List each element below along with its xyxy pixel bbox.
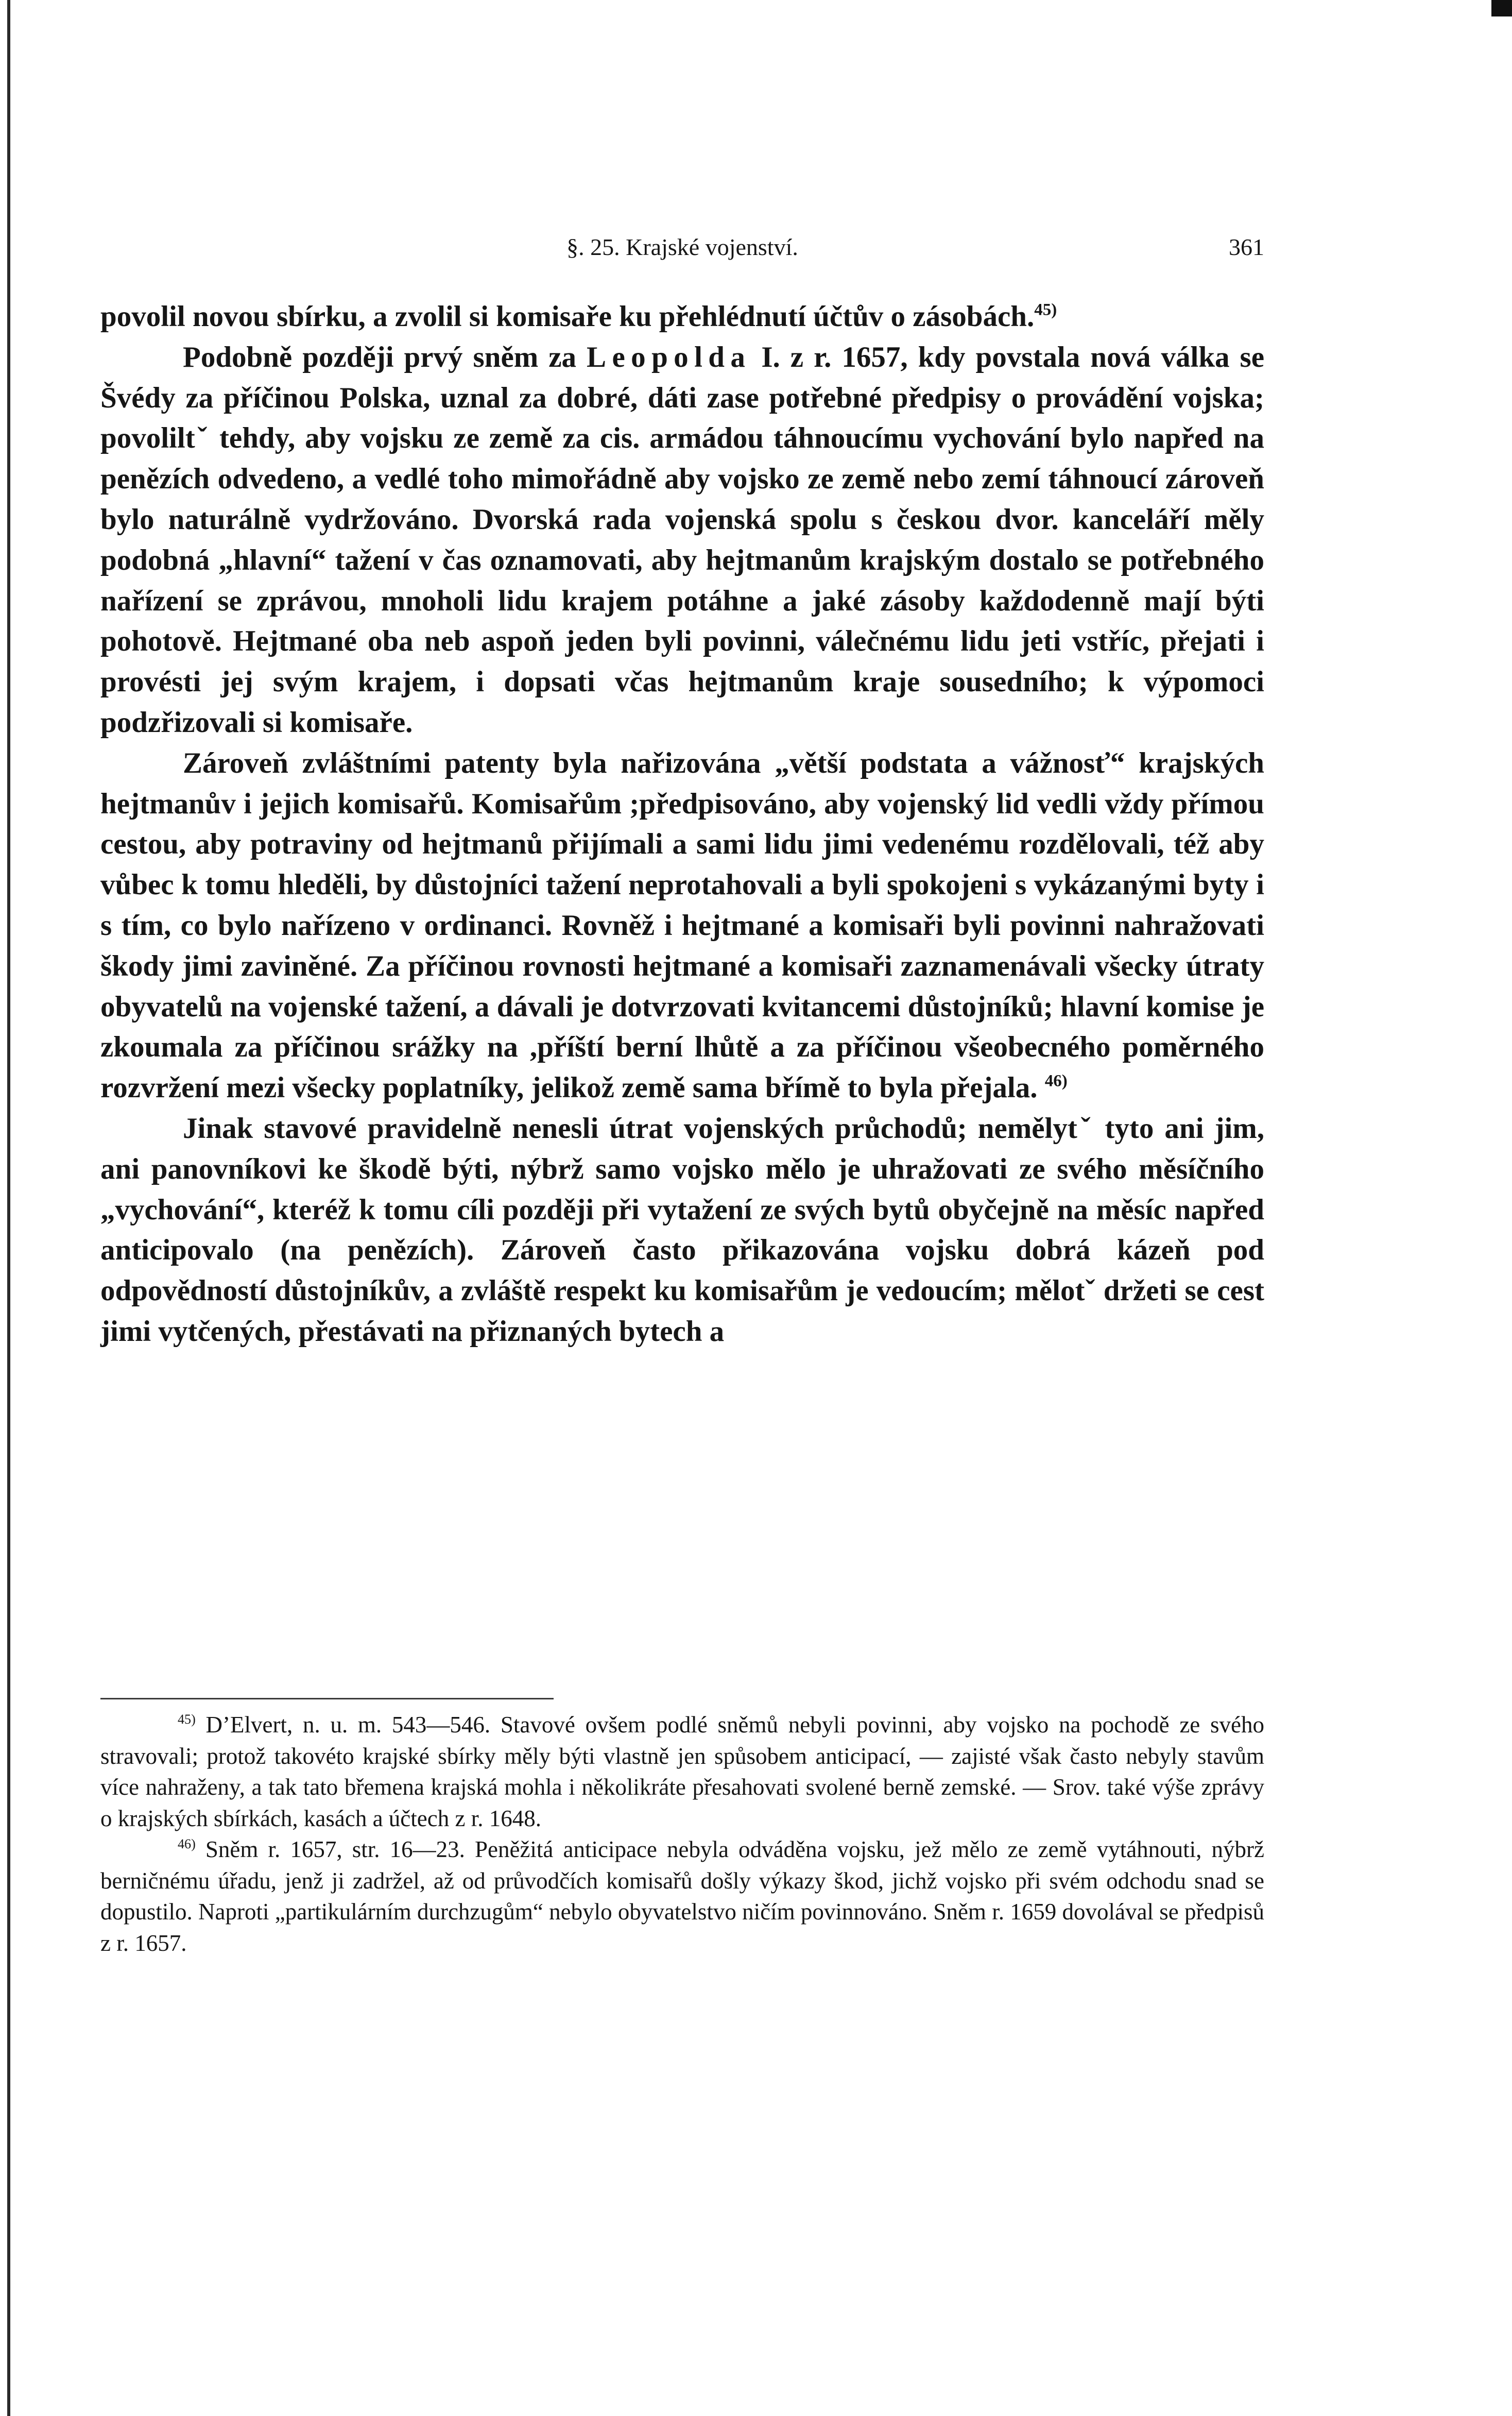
paragraph-2-start: Podobně později prvý sněm za [183,341,587,373]
scan-corner-mark [1491,0,1512,16]
paragraph-2-rest: I. z r. 1657, kdy povstala nová válka se Švédy za příčinou Polska, uznal za dobré, dáti zase potřebné předpisy o provádění vojska; povoliltˇ tehdy, aby vojsku ze země za cis. armádou táhnoucímu vychování bylo napřed na penězích odvedeno, a vedlé toho mimořádně aby vojsko ze země nebo zemí táhnoucí zároveň bylo naturálně vydržováno. Dvorská rada vojenská spolu s českou dvor. kanceláří měly podobná „hlavní“ tažení v čas oznamovati, aby hejtmanům krajským dostalo se potřebného nařízení se zprávou, mnoholi lidu krajem potáhne a jaké zásoby každodenně mají býti pohotově. Hejtmané oba neb aspoň jeden byli povinni, válečnému lidu jeti vstříc, přejati i provésti jej svým krajem, i dopsati včas hejtmanům kraje sousedního; k výpomoci podzřizovali si komisaře. [100,341,1265,739]
paragraph-1 [100,297,1264,337]
footnote-45-mark: 45) [178,1712,196,1727]
footnote-46 [100,1834,1264,1959]
spaced-name-leopolda: Leopolda [587,341,751,373]
paragraph-1-text: povolil novou sbírku, a zvolil si komisaře ku přehlédnutí účtův o zásobách. [100,300,1035,333]
footnote-46-mark: 46) [178,1836,196,1852]
page-edge-line [7,0,10,2416]
note-ref-46: 46) [1044,1071,1068,1091]
running-head [100,229,1264,265]
running-title: §. 25. Krajské vojenství. [566,234,798,260]
footnote-46-text: Sněm r. 1657, str. 16—23. Peněžitá anticipace nebyla odváděna vojsku, jež mělo ze země vytáhnouti, nýbrž berničnému úřadu, jenž ji zadržel, až od průvodčích komisařů došly výkazy škod, jichž vojsko při svém odchodu snad se dopustilo. Naproti „partikulárním durchzugům“ nebylo obyvatelstvo ničím povinnováno. Sněm r. 1659 dovolával se předpisů z r. 1657. [100,1836,1264,1956]
page-number: 361 [1229,234,1264,260]
paragraph-4 [100,1109,1264,1352]
main-text [100,297,1264,1352]
paragraph-3 [100,743,1264,1109]
footnote-45 [100,1709,1264,1834]
footnote-45-text: D’Elvert, n. u. m. 543—546. Stavové ovšem podlé sněmů nebyli povinni, aby vojsko na pochodě ze svého stravovali; protož takovéto krajské sbírky měly býti vlastně jen spůsobem anticipací, — zajisté však často nebyly stavům více nahraženy, a tak tato břemena krajská mohla i několikráte přesahovati svolené berně zemské. — Srov. také výše zprávy o krajských sbírkách, kasách a účtech z r. 1648. [100,1712,1264,1831]
footnotes [100,1709,1264,1959]
paragraph-2 [100,337,1264,743]
paragraph-3-text: Zároveň zvláštními patenty byla nařizována „větší podstata a vážnosť“ krajských hejtmanův i jejich komisařů. Komisařům ;předpisováno, aby vojenský lid vedli vždy přímou cestou, aby potraviny od hejtmanů přijímali a sami lidu jimi vedenému rozdělovali, též aby vůbec k tomu hleděli, by důstojníci tažení neprotahovali a byli spokojeni s vykázanými byty i s tím, co bylo nařízeno v ordinanci. Rovněž i hejtmané a komisaři byli povinni nahražovati škody jimi zaviněné. Za příčinou rovnosti hejtmané a komisaři zaznamenávali všecky útraty obyvatelů na vojenské tažení, a dávali je dotvrzovati kvitancemi důstojníků; hlavní komise je zkoumala za příčinou srážky na ,příští berní lhůtě a za příčinou všeobecného poměrného rozvržení mezi všecky poplatníky, jelikož země sama břímě to byla přejala. [100,746,1264,1104]
paragraph-4-text: Jinak stavové pravidelně nenesli útrat vojenských průchodů; nemělytˇ tyto ani jim, ani panovníkovi ke škodě býti, nýbrž samo vojsko mělo je uhražovati ze svého měsíčního „vychování“, kteréž k tomu cíli později při vytažení ze svých bytů obyčejně na měsíc napřed anticipovalo (na penězích). Zároveň často přikazována vojsku dobrá kázeň pod odpovědností důstojníkův, a zvláště respekt ku komisařům je vedoucím; mělotˇ držeti se cest jimi vytčených, přestávati na přiznaných bytech a [100,1112,1264,1348]
note-ref-45: 45) [1034,300,1057,319]
footnote-rule [100,1698,554,1699]
